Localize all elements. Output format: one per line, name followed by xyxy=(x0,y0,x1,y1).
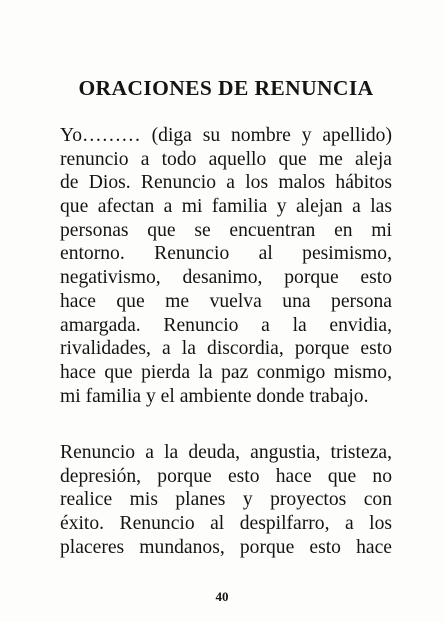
text-line: personas que se encuentran en mi xyxy=(60,219,392,241)
text-line: entorno. Renuncio al pesimismo, xyxy=(60,243,392,265)
paragraph-2 xyxy=(60,441,392,559)
text-line: amargada. Renuncio a la envidia, xyxy=(60,314,392,336)
text-line: Yo……… (diga su nombre y apellido) xyxy=(60,125,392,146)
text-line: que afectan a mi familia y alejan a las xyxy=(60,196,392,218)
text-line: de Dios. Renuncio a los malos hábitos xyxy=(60,172,392,194)
text-line: renuncio a todo aquello que me aleja xyxy=(60,148,392,170)
text-line: mi familia y el ambiente donde trabajo. xyxy=(60,385,369,407)
text-line: éxito. Renuncio al despilfarro, a los xyxy=(60,513,392,535)
text-line: depresión, porque esto hace que no xyxy=(60,465,392,487)
text-line: hace que me vuelva una persona xyxy=(60,290,392,312)
text-line: realice mis planes y proyectos con xyxy=(60,489,392,511)
text-line: rivalidades, a la discordia, porque esto xyxy=(60,338,392,360)
page-number: 40 xyxy=(215,589,229,604)
text-line: placeres mundanos, porque esto hace xyxy=(60,536,392,558)
paragraph-1 xyxy=(60,124,392,408)
text-line: Renuncio a la deuda, angustia, tristeza, xyxy=(60,442,392,463)
text-line: hace que pierda la paz conmigo mismo, xyxy=(60,361,392,383)
text-line: negativismo, desanimo, porque esto xyxy=(60,267,392,289)
page-title: ORACIONES DE RENUNCIA xyxy=(78,76,374,100)
